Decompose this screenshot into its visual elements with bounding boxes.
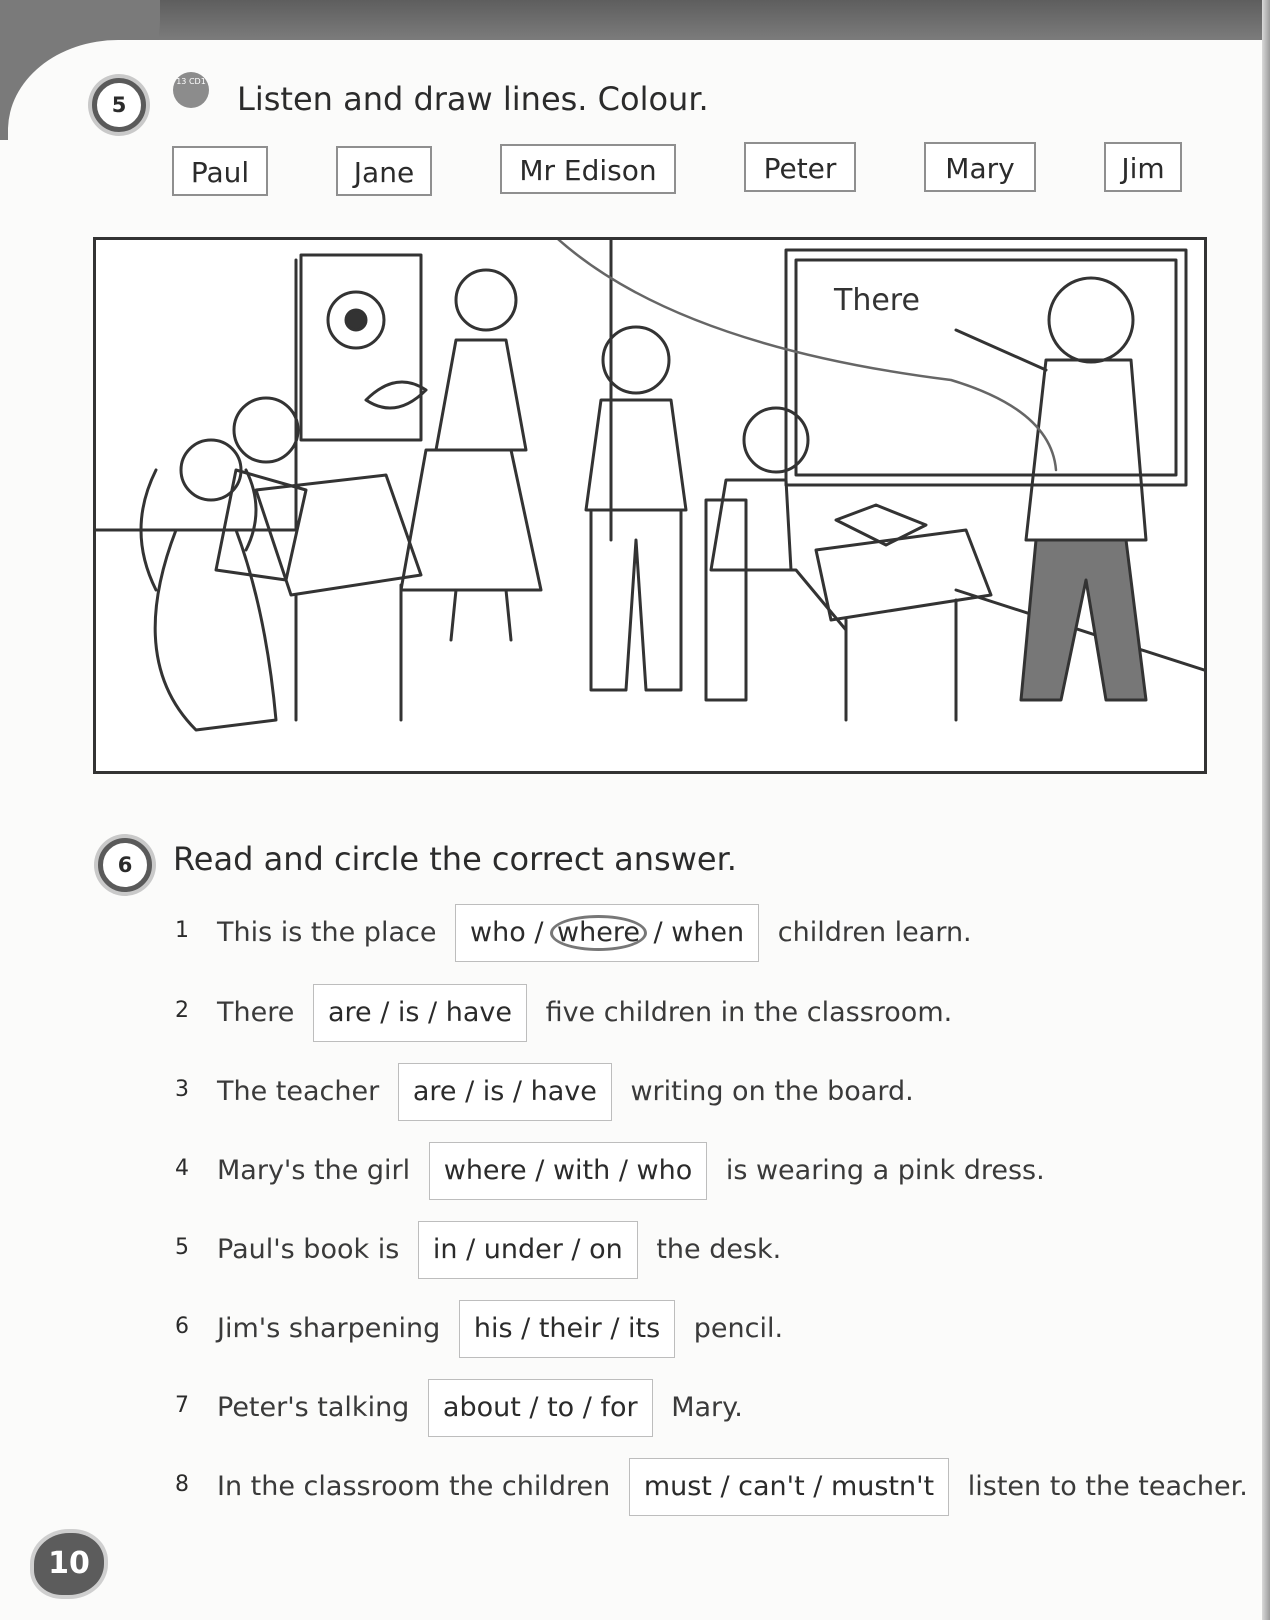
- option-about[interactable]: about: [442, 1391, 521, 1423]
- option-its[interactable]: its: [628, 1312, 661, 1344]
- option-to[interactable]: to: [547, 1391, 575, 1423]
- answer-choices: about / to / for: [428, 1379, 653, 1437]
- option-are[interactable]: are: [327, 996, 372, 1028]
- option-mustnt[interactable]: mustn't: [830, 1470, 935, 1502]
- teacher-figure: [1049, 278, 1133, 362]
- right-desk: [816, 530, 991, 620]
- boy-standing-figure: [603, 327, 669, 393]
- option-cant[interactable]: can't: [738, 1470, 805, 1502]
- cd-audio-icon[interactable]: 13 CD1: [173, 72, 209, 108]
- name-box-mary[interactable]: Mary: [924, 142, 1036, 192]
- question-text-before: Mary's the girl: [217, 1154, 411, 1186]
- question-text-before: This is the place: [217, 916, 437, 948]
- page-number-badge: 10: [34, 1533, 104, 1595]
- name-box-mr-edison[interactable]: Mr Edison: [500, 144, 676, 194]
- option-is[interactable]: is: [397, 996, 420, 1028]
- question-number: 3: [175, 1077, 189, 1102]
- answer-choices: in / under / on: [418, 1221, 638, 1279]
- option-under[interactable]: under: [483, 1233, 563, 1265]
- question-text-before: Jim's sharpening: [217, 1312, 441, 1344]
- name-box-jane[interactable]: Jane: [336, 146, 432, 196]
- question-text-after: is wearing a pink dress.: [725, 1154, 1045, 1186]
- option-are[interactable]: are: [412, 1075, 457, 1107]
- answer-choices: must / can't / mustn't: [629, 1458, 949, 1516]
- option-where-circled[interactable]: where: [550, 915, 647, 951]
- option-for[interactable]: for: [600, 1391, 638, 1423]
- exercise-5-instruction: Listen and draw lines. Colour.: [237, 80, 709, 118]
- question-text-after: Mary.: [671, 1391, 743, 1423]
- exercise-6-number-badge: 6: [98, 838, 152, 892]
- name-box-peter[interactable]: Peter: [744, 142, 856, 192]
- question-number: 6: [175, 1314, 189, 1339]
- page-edge-shadow: [1262, 0, 1270, 1620]
- option-who[interactable]: who: [470, 916, 526, 948]
- question-number: 2: [175, 998, 189, 1023]
- question-text-before: Paul's book is: [217, 1233, 400, 1265]
- name-box-paul[interactable]: Paul: [172, 146, 268, 196]
- option-with[interactable]: with: [552, 1154, 611, 1186]
- option-his[interactable]: his: [473, 1312, 513, 1344]
- question-text-after: the desk.: [656, 1233, 782, 1265]
- question-number: 7: [175, 1393, 189, 1418]
- question-text-before: The teacher: [217, 1075, 380, 1107]
- question-number: 5: [175, 1235, 189, 1260]
- option-have[interactable]: have: [530, 1075, 597, 1107]
- question-text-before: In the classroom the children: [217, 1470, 611, 1502]
- answer-choices: are / is / have: [398, 1063, 612, 1121]
- question-text-before: There: [217, 996, 295, 1028]
- question-number: 8: [175, 1472, 189, 1497]
- option-who[interactable]: who: [636, 1154, 693, 1186]
- question-text-after: listen to the teacher.: [967, 1470, 1248, 1502]
- question-text-after: writing on the board.: [630, 1075, 914, 1107]
- option-when[interactable]: when: [671, 916, 745, 948]
- board-text: There: [834, 283, 920, 318]
- girl-pigtails-figure: [456, 270, 516, 330]
- option-in[interactable]: in: [432, 1233, 458, 1265]
- answer-choices: where / with / who: [429, 1142, 707, 1200]
- question-text-before: Peter's talking: [217, 1391, 410, 1423]
- answer-choices: his / their / its: [459, 1300, 675, 1358]
- left-desk: [256, 475, 421, 595]
- question-text-after: children learn.: [777, 916, 972, 948]
- name-box-jim[interactable]: Jim: [1104, 142, 1182, 192]
- boy-left-figure: [234, 398, 298, 462]
- classroom-drawing: [96, 240, 1204, 771]
- option-is[interactable]: is: [482, 1075, 505, 1107]
- matching-line: [521, 240, 1056, 470]
- option-where[interactable]: where: [443, 1154, 527, 1186]
- option-their[interactable]: their: [538, 1312, 602, 1344]
- question-number: 4: [175, 1156, 189, 1181]
- option-must[interactable]: must: [643, 1470, 712, 1502]
- boy-seated-figure: [744, 408, 808, 472]
- book-icon: [836, 505, 926, 545]
- question-number: 1: [175, 918, 189, 943]
- answer-choices: who / where / when: [455, 904, 759, 962]
- exercise-5-number-badge: 5: [92, 78, 146, 132]
- classroom-illustration: [93, 237, 1207, 774]
- answer-choices: are / is / have: [313, 984, 527, 1042]
- exercise-6-instruction: Read and circle the correct answer.: [173, 840, 737, 878]
- option-on[interactable]: on: [589, 1233, 623, 1265]
- question-text-after: pencil.: [693, 1312, 784, 1344]
- option-have[interactable]: have: [445, 996, 512, 1028]
- question-text-after: five children in the classroom.: [545, 996, 953, 1028]
